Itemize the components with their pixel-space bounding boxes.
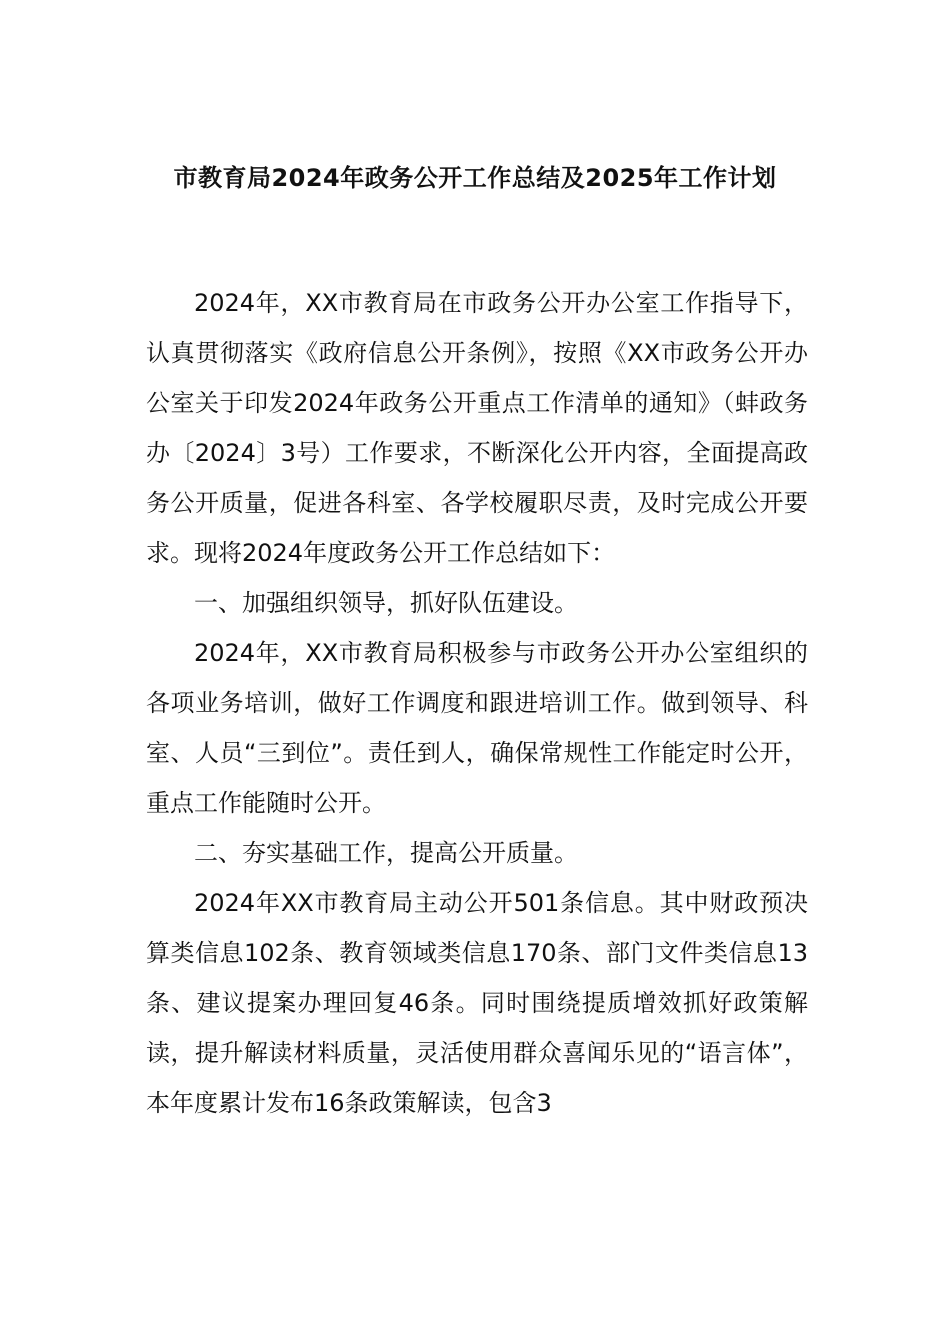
paragraph-section-2: 2024年XX市教育局主动公开501条信息。其中财政预决算类信息102条、教育领域类信息170条、部门文件类信息13条、建议提案办理回复46条。同时围绕提质增效抓好政策解读，提升解读材料质量，灵活使用群众喜闻乐见的“语言体”，本年度累计发布16条政策解读，包含3	[146, 889, 808, 1117]
heading-section-2: 二、夯实基础工作，提高公开质量。	[194, 839, 578, 867]
document-body	[146, 278, 808, 1128]
paragraph-intro: 2024年，XX市教育局在市政务公开办公室工作指导下，认真贯彻落实《政府信息公开条例》，按照《XX市政务公开办公室关于印发2024年政务公开重点工作清单的通知》（蚌政务办〔2024〕3号）工作要求，不断深化公开内容，全面提高政务公开质量，促进各科室、各学校履职尽责，及时完成公开要求。现将2024年度政务公开工作总结如下：	[146, 289, 808, 567]
document-title: 市教育局2024年政务公开工作总结及2025年工作计划	[173, 164, 777, 192]
paragraph-section-1: 2024年，XX市教育局积极参与市政务公开办公室组织的各项业务培训，做好工作调度和跟进培训工作。做到领导、科室、人员“三到位”。责任到人，确保常规性工作能定时公开，重点工作能随时公开。	[146, 639, 808, 817]
heading-section-1: 一、加强组织领导，抓好队伍建设。	[194, 589, 578, 617]
